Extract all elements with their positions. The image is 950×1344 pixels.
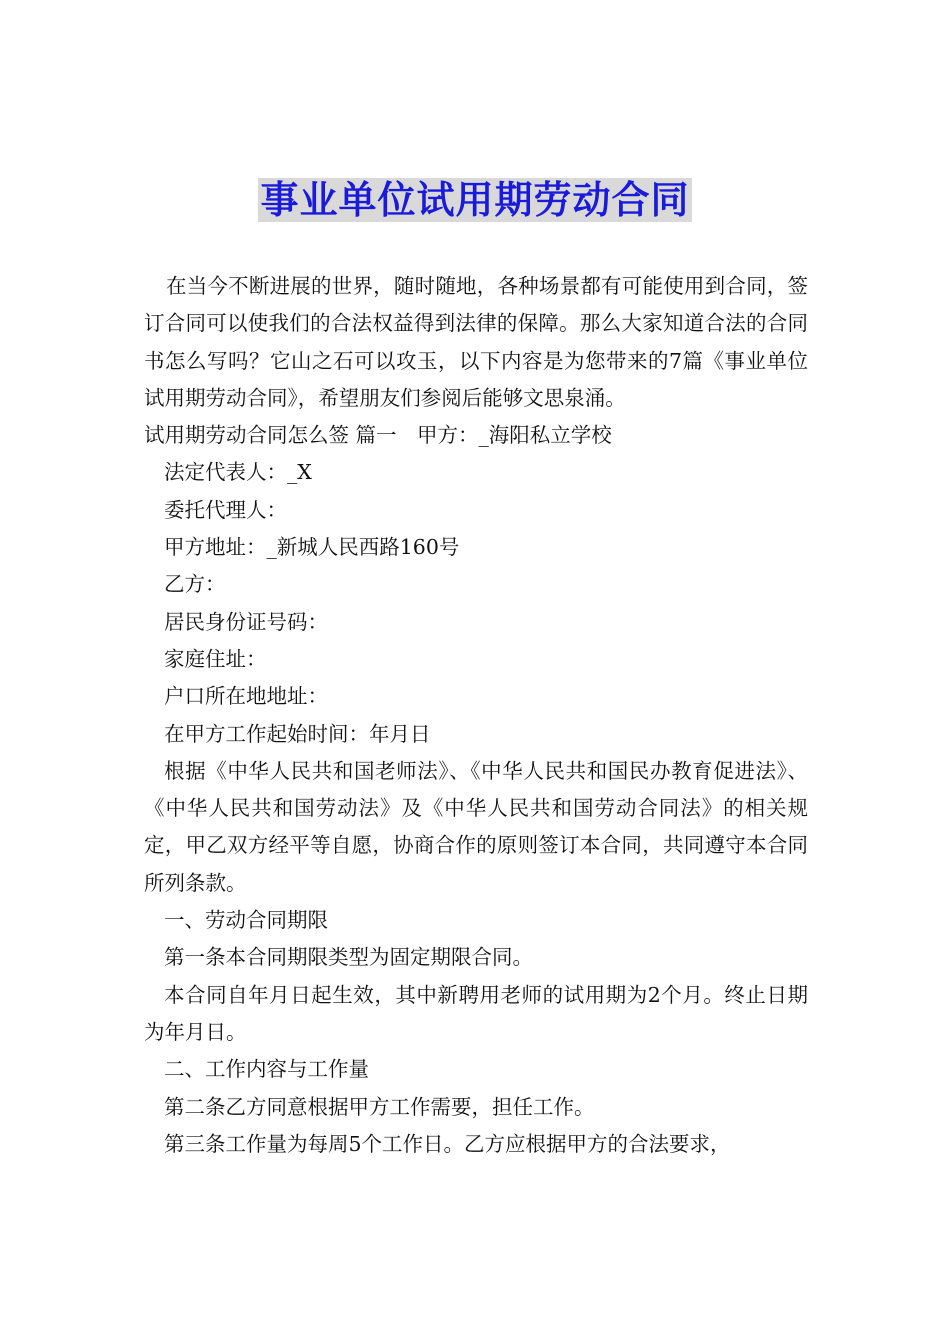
- title-container: [0, 178, 950, 222]
- intro-paragraph: 在当今不断进展的世界，随时随地，各种场景都有可能使用到合同，签订合同可以使我们的合法权益得到法律的保障。那么大家知道合法的合同书怎么写吗？它山之石可以攻玉，以下内容是为您带来的7篇《事业单位试用期劳动合同》，希望朋友们参阅后能够文思泉涌。: [144, 274, 808, 410]
- legal-basis-paragraph: 根据《中华人民共和国老师法》、《中华人民共和国民办教育促进法》、《中华人民共和国劳动法》及《中华人民共和国劳动合同法》的相关规定，甲乙双方经平等自愿，协商合作的原则签订本合同，共同遵守本合同所列条款。: [144, 758, 808, 895]
- agent-line: 委托代理人：: [164, 497, 287, 522]
- party-b-line: 乙方：: [164, 572, 226, 597]
- legal-representative-line: 法定代表人：_X: [164, 460, 312, 485]
- id-number-line: 居民身份证号码：: [164, 609, 328, 634]
- start-date-line: 在甲方工作起始时间：年月日: [164, 721, 431, 746]
- home-address-line: 家庭住址：: [164, 646, 267, 671]
- section-heading-part1: 试用期劳动合同怎么签 篇一 甲方：_海阳私立学校: [144, 423, 612, 448]
- section-heading-work: 二、工作内容与工作量: [164, 1057, 369, 1082]
- article-3: 第三条工作量为每周5个工作日。乙方应根据甲方的合法要求，: [164, 1131, 731, 1156]
- section-heading-term: 一、劳动合同期限: [164, 908, 328, 933]
- document-title: 事业单位试用期劳动合同: [260, 178, 690, 222]
- article-2: 第二条乙方同意根据甲方工作需要，担任工作。: [164, 1094, 595, 1119]
- household-address-line: 户口所在地地址：: [164, 684, 328, 709]
- party-a-address-line: 甲方地址：_新城人民西路160号: [164, 535, 460, 560]
- document-body: [144, 268, 808, 1163]
- effective-date-paragraph: 本合同自年月日起生效，其中新聘用老师的试用期为2个月。终止日期为年月日。: [144, 982, 808, 1044]
- article-1: 第一条本合同期限类型为固定期限合同。: [164, 945, 533, 970]
